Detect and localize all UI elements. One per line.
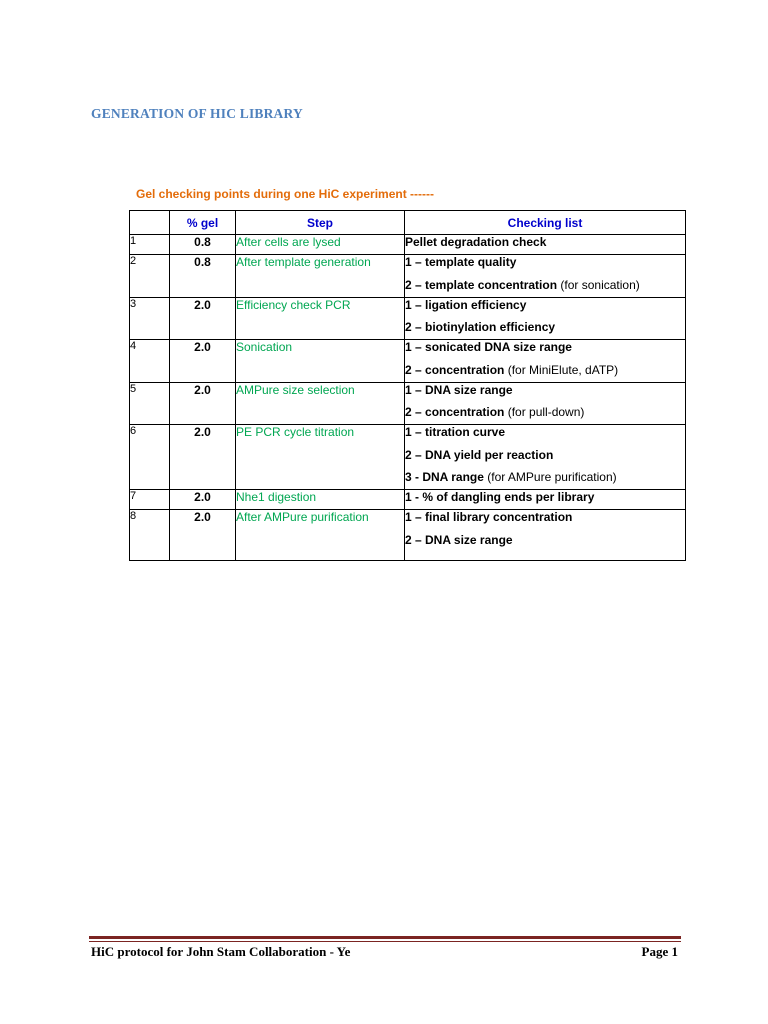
checking-item-text: 1 – template quality [405, 255, 517, 269]
table-row [130, 297, 686, 340]
checking-item-note: (for AMPure purification) [483, 470, 617, 484]
checking-list-cell [405, 255, 686, 298]
row-number: 4 [130, 340, 170, 383]
table-row [130, 490, 686, 510]
checking-item-text: 1 – DNA size range [405, 382, 513, 397]
gel-percent-value: 2.0 [170, 340, 236, 383]
checking-item-text: 1 – titration curve [405, 425, 506, 439]
checking-list-cell [405, 425, 686, 490]
step-name: Nhe1 digestion [236, 490, 405, 510]
checking-list-item [405, 235, 685, 250]
checking-item-text: 2 – DNA yield per reaction [405, 447, 554, 462]
checking-list-cell [405, 490, 686, 510]
checking-list-cell [405, 235, 686, 255]
page-number: Page 1 [641, 944, 678, 959]
table-row [130, 255, 686, 298]
checking-item-note: (for MiniElute, dATP) [504, 362, 619, 377]
checking-list-item [405, 278, 685, 293]
checking-list-item [405, 448, 685, 463]
checking-list-item [405, 255, 685, 270]
footer-rule-thick [89, 936, 681, 939]
step-name: Sonication [236, 340, 405, 383]
checking-item-text: 1 - % of dangling ends per library [405, 490, 595, 504]
step-name: After template generation [236, 255, 405, 298]
checking-list-item [405, 470, 685, 485]
table-row [130, 510, 686, 561]
table-header [130, 211, 686, 235]
table-row [130, 382, 686, 425]
header-checking-list: Checking list [405, 211, 686, 235]
footer-rule-thin [89, 941, 681, 942]
gel-percent-value: 2.0 [170, 425, 236, 490]
table-caption: Gel checking points during one HiC experiment ------ [136, 187, 435, 201]
checking-list-item [405, 363, 685, 378]
checking-item-text: 3 - DNA range [405, 470, 484, 484]
step-name: AMPure size selection [236, 382, 405, 425]
step-name: After cells are lysed [236, 235, 405, 255]
table-row [130, 425, 686, 490]
row-number: 3 [130, 297, 170, 340]
gel-percent-value: 0.8 [170, 235, 236, 255]
checking-list-item [405, 490, 685, 505]
checking-item-text: Pellet degradation check [405, 235, 547, 249]
step-name: Efficiency check PCR [236, 297, 405, 340]
checking-item-text: 2 – concentration [405, 362, 505, 377]
footer-title: HiC protocol for John Stam Collaboration - Ye [91, 944, 351, 959]
checking-item-text: 1 – ligation efficiency [405, 297, 527, 312]
table-body [130, 235, 686, 561]
step-name: After AMPure purification [236, 510, 405, 561]
row-number: 1 [130, 235, 170, 255]
checking-item-note: (for pull-down) [504, 405, 585, 419]
row-number: 5 [130, 382, 170, 425]
header-step: Step [236, 211, 405, 235]
checking-list-cell [405, 297, 686, 340]
table-row [130, 340, 686, 383]
header-number [130, 211, 170, 235]
row-number: 2 [130, 255, 170, 298]
checking-item-note: (for sonication) [557, 277, 640, 292]
gel-percent-value: 2.0 [170, 297, 236, 340]
checking-list-item [405, 425, 685, 440]
checking-list-item [405, 298, 685, 313]
checking-item-text: 1 – sonicated DNA size range [405, 340, 572, 354]
gel-checking-table [129, 210, 686, 561]
gel-percent-value: 2.0 [170, 490, 236, 510]
checking-list-item [405, 320, 685, 335]
checking-list-cell [405, 340, 686, 383]
checking-item-text: 1 – final library concentration [405, 510, 573, 524]
gel-percent-value: 0.8 [170, 255, 236, 298]
checking-list-item [405, 510, 685, 525]
header-gel-percent: % gel [170, 211, 236, 235]
step-name: PE PCR cycle titration [236, 425, 405, 490]
gel-percent-value: 2.0 [170, 382, 236, 425]
checking-list-item [405, 340, 685, 355]
checking-item-text: 2 – template concentration [405, 277, 558, 292]
checking-item-text: 2 – concentration [405, 405, 505, 419]
gel-percent-value: 2.0 [170, 510, 236, 561]
checking-list-item [405, 533, 685, 548]
row-number: 7 [130, 490, 170, 510]
checking-list-cell [405, 382, 686, 425]
row-number: 6 [130, 425, 170, 490]
page-heading: GENERATION OF HIC LIBRARY [91, 106, 303, 121]
checking-list-item [405, 405, 685, 420]
checking-item-text: 2 – DNA size range [405, 532, 513, 547]
table-header-row [130, 211, 686, 235]
checking-list-cell [405, 510, 686, 561]
table-row [130, 235, 686, 255]
checking-item-text: 2 – biotinylation efficiency [405, 320, 556, 334]
checking-list-item [405, 383, 685, 398]
row-number: 8 [130, 510, 170, 561]
